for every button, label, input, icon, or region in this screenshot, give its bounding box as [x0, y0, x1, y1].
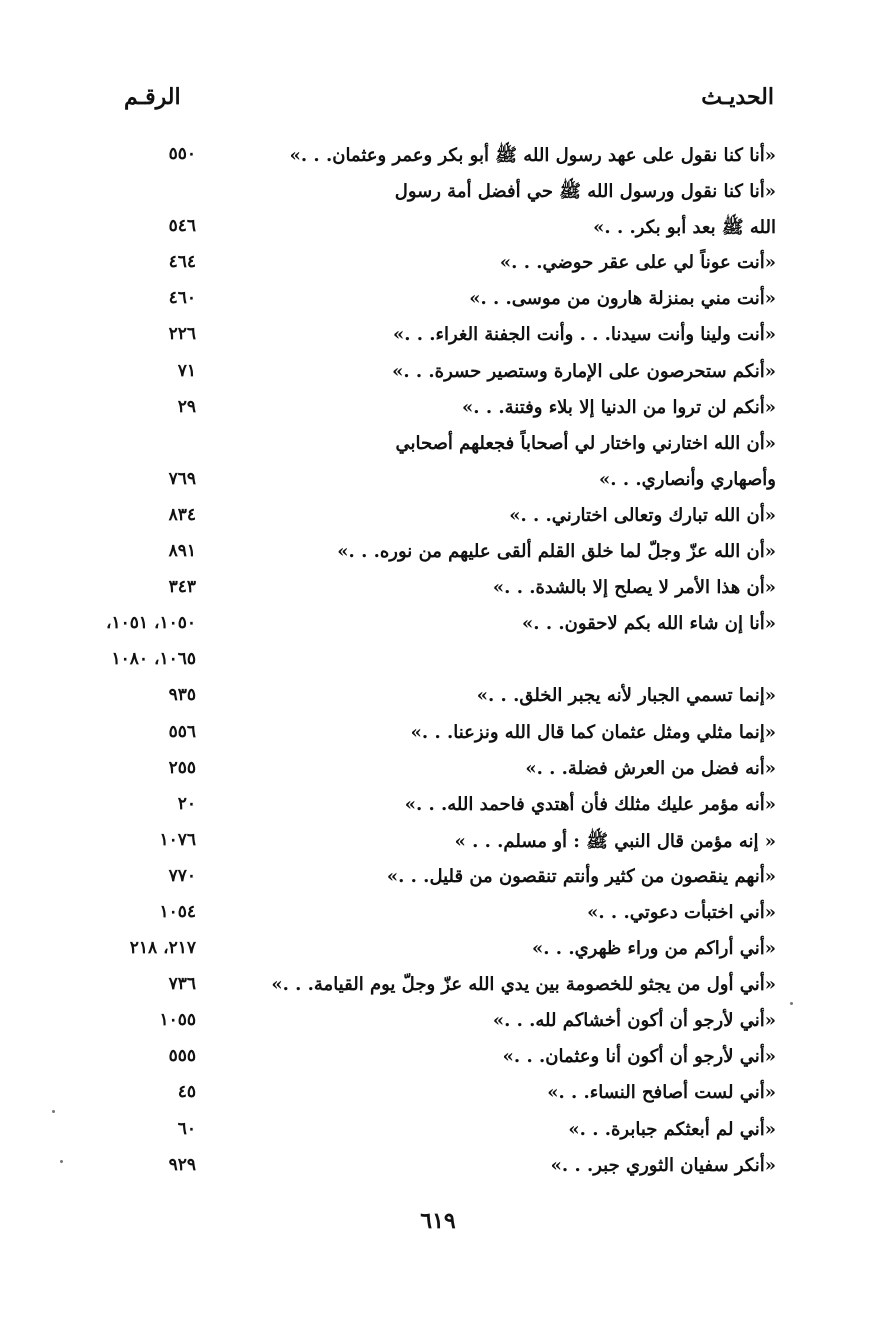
hadith-text: الله ﷺ بعد أبو بكر. . .» [593, 217, 776, 239]
hadith-number: ٢٩ [177, 396, 196, 417]
index-row [0, 537, 876, 573]
hadith-text: «أن هذا الأمر لا يصلح إلا بالشدة. . .» [492, 577, 776, 599]
index-row [0, 501, 876, 537]
index-row [0, 140, 876, 176]
index-row [0, 790, 876, 826]
index-row [0, 898, 876, 934]
hadith-text: «أنكر سفيان الثوري جبر. . .» [550, 1154, 776, 1176]
hadith-number: ٥٥٥ [168, 1046, 196, 1067]
page-number: ٦١٩ [420, 1208, 456, 1234]
index-row [0, 320, 876, 356]
index-row [0, 1115, 876, 1151]
hadith-number: ١٠٥٤ [159, 901, 196, 922]
hadith-text: «إنما مثلي ومثل عثمان كما قال الله ونزعنا. . .» [410, 721, 776, 743]
hadith-text: «أنكم ستحرصون على الإمارة وستصير حسرة. . .» [392, 360, 776, 382]
hadith-text: «إنما تسمي الجبار لأنه يجبر الخلق. . .» [476, 685, 776, 707]
scan-speck [52, 1110, 55, 1113]
hadith-text: وأصهاري وأنصاري. . .» [599, 468, 776, 490]
hadith-number: ٣٤٣ [168, 577, 196, 598]
hadith-text: «أني لأرجو أن أكون أخشاكم لله. . .» [492, 1010, 776, 1032]
index-rows [0, 140, 876, 1187]
hadith-number: ٥٥٦ [168, 721, 196, 742]
hadith-column-header: الحديـث [701, 84, 774, 110]
index-row [0, 826, 876, 862]
hadith-text: «أنهم ينقصون من كثير وأنتم تنقصون من قليل. . .» [386, 865, 776, 887]
hadith-number: ١٠٧٦ [159, 829, 196, 850]
index-row [0, 934, 876, 970]
index-row [0, 681, 876, 717]
hadith-number: ١٠٥٥ [159, 1010, 196, 1031]
hadith-number: ٤٦٤ [168, 252, 196, 273]
hadith-number: ٥٥٠ [168, 144, 196, 164]
index-row [0, 176, 876, 212]
index-row [0, 212, 876, 248]
index-row [0, 1006, 876, 1042]
hadith-text: «أنه مؤمر عليك مثلك فأن أهتدي فاحمد الله. . .» [404, 793, 776, 815]
hadith-number: ٨٣٤ [168, 504, 196, 525]
index-row [0, 609, 876, 645]
number-column-header: الرقـم [124, 84, 181, 110]
hadith-text: «أن الله عزّ وجلّ لما خلق القلم ألقى عليهم من نوره. . .» [337, 541, 776, 563]
hadith-number: ٢٠ [177, 793, 196, 814]
hadith-number: ٢٥٥ [168, 757, 196, 778]
hadith-number: ٢٢٦ [168, 324, 196, 345]
hadith-text: «أنا كنا نقول على عهد رسول الله ﷺ أبو بكر وعمر وعثمان. . .» [289, 145, 776, 166]
hadith-number: ٧٦٩ [168, 468, 196, 489]
hadith-number: ٤٥ [177, 1082, 196, 1103]
hadith-text: «أني لأرجو أن أكون أنا وعثمان. . .» [502, 1046, 776, 1068]
hadith-number: ٦٠ [177, 1118, 196, 1139]
hadith-number: ٧٧٠ [168, 865, 196, 886]
scan-speck [60, 1160, 63, 1163]
hadith-text: « إنه مؤمن قال النبي ﷺ : أو مسلم. . . » [454, 830, 776, 852]
hadith-text: «أني لم أبعثكم جبابرة. . .» [568, 1118, 776, 1140]
hadith-text: «أن الله تبارك وتعالى اختارني. . .» [509, 504, 776, 526]
hadith-number: ٩٣٥ [168, 685, 196, 706]
index-row [0, 862, 876, 898]
hadith-number: ٢١٧، ٢١٨ [129, 938, 196, 959]
index-header [0, 84, 876, 118]
hadith-text: «أنكم لن تروا من الدنيا إلا بلاء وفتنة. . .» [462, 396, 776, 418]
index-row [0, 284, 876, 320]
hadith-text: «أنت مني بمنزلة هارون من موسى. . .» [469, 288, 776, 310]
hadith-number: ٥٤٦ [168, 216, 196, 237]
hadith-number: ٨٩١ [168, 541, 196, 562]
hadith-text: «أنا إن شاء الله بكم لاحقون. . .» [522, 613, 776, 635]
index-row [0, 970, 876, 1006]
hadith-text: «أني اختبأت دعوتي. . .» [587, 901, 776, 923]
hadith-number: ١٠٦٥، ١٠٨٠ [111, 649, 196, 670]
index-row [0, 1151, 876, 1187]
index-row [0, 393, 876, 429]
index-row [0, 465, 876, 501]
scan-speck [790, 1002, 793, 1005]
hadith-text: «أني لست أصافح النساء. . .» [547, 1082, 776, 1104]
hadith-text: «أن الله اختارني واختار لي أصحاباً فجعلهم أصحابي [395, 432, 776, 454]
hadith-number: ٧١ [177, 360, 196, 381]
hadith-text: «أنت ولينا وأنت سيدنا. . . وأنت الجفنة الغراء. . .» [392, 324, 776, 346]
hadith-text: «أنا كنا نقول ورسول الله ﷺ حي أفضل أمة رسول [394, 181, 776, 203]
index-row [0, 248, 876, 284]
hadith-number: ٤٦٠ [168, 288, 196, 309]
hadith-text: «أني أراكم من وراء ظهري. . .» [532, 938, 776, 960]
index-row [0, 754, 876, 790]
index-row [0, 357, 876, 393]
hadith-text: «أنت عوناً لي على عقر حوضي. . .» [499, 252, 776, 274]
index-row [0, 573, 876, 609]
hadith-number: ١٠٥٠، ١٠٥١، [106, 613, 196, 634]
hadith-text: «أنه فضل من العرش فضلة. . .» [525, 757, 776, 779]
index-row [0, 429, 876, 465]
index-row [0, 718, 876, 754]
index-row [0, 645, 876, 681]
index-row [0, 1078, 876, 1114]
hadith-number: ٩٢٩ [168, 1154, 196, 1175]
index-row [0, 1042, 876, 1078]
hadith-number: ٧٣٦ [168, 974, 196, 995]
hadith-text: «أني أول من يجثو للخصومة بين يدي الله عزّ وجلّ يوم القيامة. . .» [271, 974, 776, 996]
